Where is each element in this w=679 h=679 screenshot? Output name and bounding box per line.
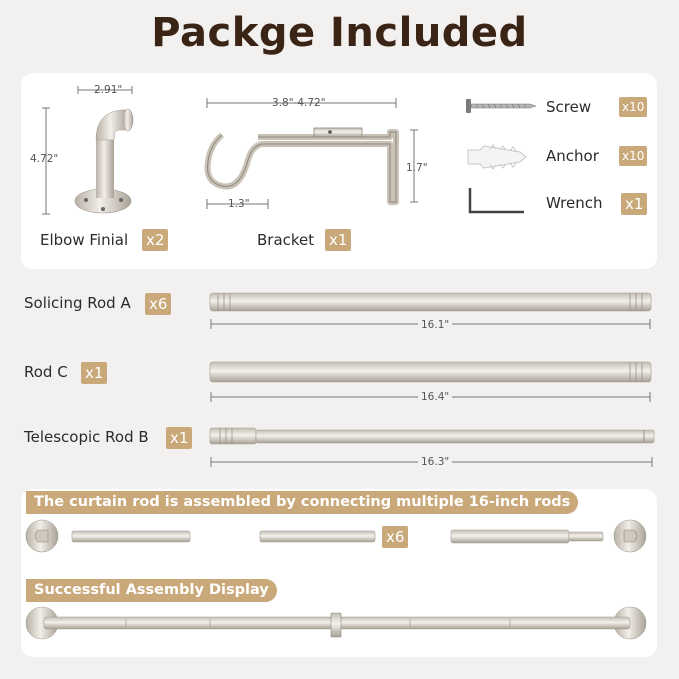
elbow-finial-label: Elbow Finial: [40, 231, 129, 249]
wrench-qty: x1: [621, 193, 647, 215]
elbow-height-dim: 4.72": [30, 153, 59, 165]
rod-c-label: Rod C: [24, 363, 68, 381]
assembly-qty: x6: [382, 526, 408, 548]
anchor-qty: x10: [619, 146, 647, 166]
screw-label: Screw: [546, 98, 592, 116]
rod-b-length: 16.3": [418, 456, 452, 468]
rod-b-label: Telescopic Rod B: [24, 428, 149, 446]
wrench-label: Wrench: [546, 194, 603, 212]
elbow-finial-qty: x2: [142, 229, 168, 251]
bracket-depth-dim: 1.3": [228, 198, 250, 210]
screw-qty: x10: [619, 97, 647, 117]
anchor-label: Anchor: [546, 147, 599, 165]
rod-b-qty: x1: [166, 427, 192, 449]
rod-c-length: 16.4": [418, 391, 452, 403]
rod-c-qty: x1: [81, 362, 107, 384]
bracket-height-dim: 1.7": [406, 162, 428, 174]
bracket-label: Bracket: [257, 231, 315, 249]
elbow-width-dim: 2.91": [94, 84, 123, 96]
rod-a-label: Solicing Rod A: [24, 294, 131, 312]
bracket-width-dim: 3.8"-4.72": [272, 97, 326, 109]
rod-a-length: 16.1": [418, 319, 452, 331]
bracket-qty: x1: [325, 229, 351, 251]
rod-a-qty: x6: [145, 293, 171, 315]
page-title: Packge Included: [151, 10, 528, 56]
assembly-banner: The curtain rod is assembled by connecting multiple 16-inch rods: [26, 491, 578, 514]
display-banner: Successful Assembly Display: [26, 579, 277, 602]
